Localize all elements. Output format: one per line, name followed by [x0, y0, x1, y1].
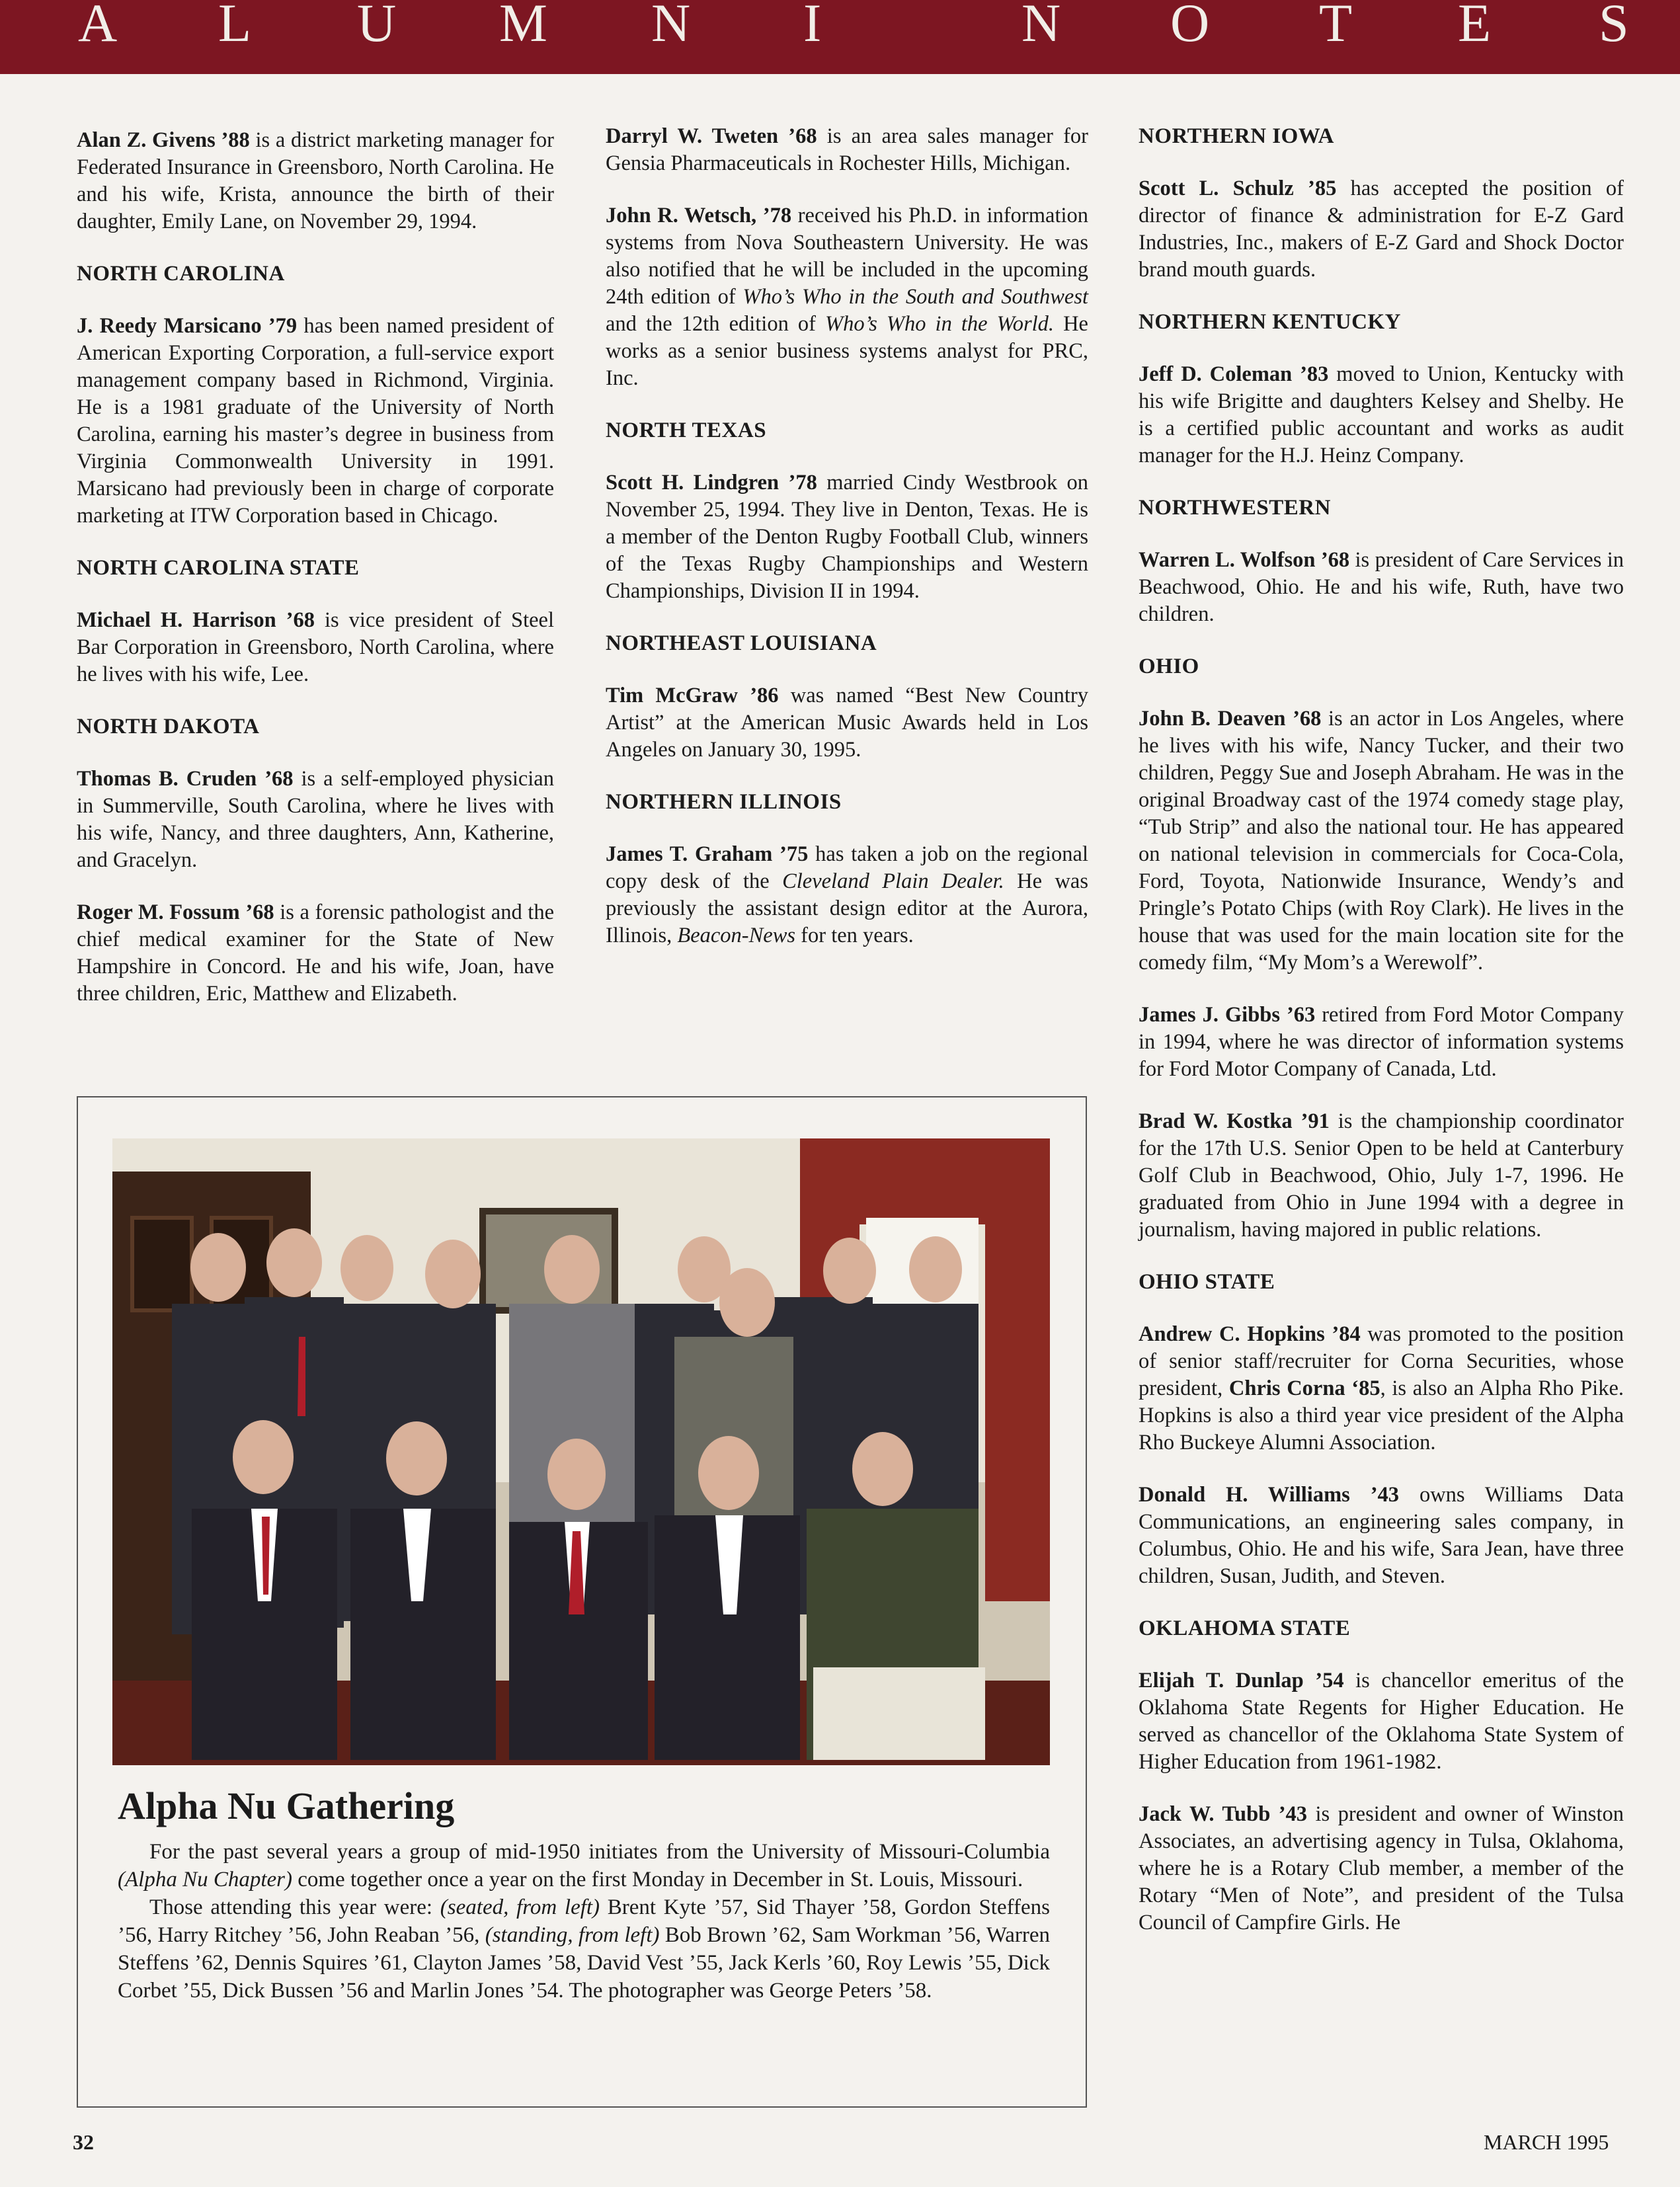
- column-1: [77, 127, 554, 1033]
- column-2: [606, 123, 1088, 974]
- section-heading: NORTHERN KENTUCKY: [1139, 310, 1401, 334]
- banner-letter: L: [218, 0, 252, 53]
- alpha-nu-sidebar: [77, 1096, 1087, 2108]
- note-fossum: Roger M. Fossum ’68 is a forensic pathologist and the chief medical examiner for the State of New Hampshire in Concord. He and his wife, Joan, have three children, Eric, Matthew and Elizabeth.: [77, 900, 554, 1006]
- sidebar-caption: [118, 1838, 1050, 2005]
- note-harrison: Michael H. Harrison ’68 is vice president of Steel Bar Corporation in Greensboro, North Carolina, where he lives with his wife, Lee.: [77, 608, 554, 686]
- banner-letter: E: [1458, 0, 1492, 53]
- section-heading: NORTH CAROLINA: [77, 262, 285, 286]
- section-heading: NORTHWESTERN: [1139, 496, 1331, 520]
- section-heading: OHIO: [1139, 655, 1199, 678]
- note-schulz: Scott L. Schulz ’85 has accepted the position of director of finance & administration for E-Z Gard Industries, Inc., makers of E-Z Gard and Shock Doctor brand mouth guards.: [1139, 177, 1624, 282]
- note-wetsch: John R. Wetsch, ’78 received his Ph.D. in information systems from Nova Southeastern University. He was also notified that he will be included in the upcoming 24th edition of Who’s Who in the South and Southwest and the 12th edition of Who’s Who in the World. He works as a senior business systems analyst for PRC, Inc.: [606, 204, 1089, 390]
- section-heading: NORTH DAKOTA: [77, 715, 260, 738]
- alumni-notes-banner: [0, 0, 1680, 74]
- section-heading: NORTHEAST LOUISIANA: [606, 631, 877, 655]
- caption-paragraph-1: For the past several years a group of mid-1950 initiates from the University of Missouri-Columbia (Alpha Nu Chapter) come together once a year on the first Monday in December in St. Louis, Missouri.: [118, 1840, 1050, 1891]
- banner-letter: T: [1319, 0, 1353, 53]
- note-coleman: Jeff D. Coleman ’83 moved to Union, Kentucky with his wife Brigitte and daughters Kelsey and Shelby. He is a certified public accountant and works as audit manager for the H.J. Heinz Company.: [1139, 362, 1624, 467]
- banner-letter: S: [1599, 0, 1629, 53]
- note-lindgren: Scott H. Lindgren ’78 married Cindy Westbrook on November 25, 1994. They live in Denton, Texas. He is a member of the Denton Rugby Football Club, winners of the Texas Rugby Championships and Western Championships, Division II in 1994.: [606, 471, 1088, 603]
- note-wolfson: Warren L. Wolfson ’68 is president of Care Services in Beachwood, Ohio. He and his wife, Ruth, have two children.: [1139, 548, 1624, 626]
- note-gibbs: James J. Gibbs ’63 retired from Ford Motor Company in 1994, where he was director of information systems for Ford Motor Company of Canada, Ltd.: [1139, 1003, 1624, 1081]
- note-marsicano: J. Reedy Marsicano ’79 has been named president of American Exporting Corporation, a full-service export management company based in Richmond, Virginia. He is a 1981 graduate of the University of North Carolina, earning his master’s degree in business from Virginia Commonwealth University in 1991. Marsicano had previously been in charge of corporate marketing at ITW Corporation based in Chicago.: [77, 314, 554, 528]
- section-heading: NORTH TEXAS: [606, 418, 767, 442]
- note-deaven: John B. Deaven ’68 is an actor in Los Angeles, where he lives with his wife, Nancy Tucker, and their two children, Peggy Sue and Joseph Abraham. He was in the original Broadway cast of the 1974 comedy stage play, “Tub Strip” and also the national tour. He has appeared on national television in commercials for Coca-Cola, Ford, Toyota, Nationwide Insurance, Wendy’s and Pringle’s Potato Chips (with Roy Clark). He lives in the house that was used for the main location site for the comedy film, “My Mom’s a Werewolf”.: [1139, 707, 1624, 974]
- banner-letter: N: [1021, 0, 1061, 53]
- section-heading: NORTHERN ILLINOIS: [606, 790, 842, 814]
- group-photo-illustration: [112, 1138, 1050, 1765]
- column-3: [1139, 123, 1624, 1962]
- note-tweten: Darryl W. Tweten ’68 is an area sales manager for Gensia Pharmaceuticals in Rochester Hills, Michigan.: [606, 124, 1089, 175]
- note-givens: Alan Z. Givens ’88 is a district marketing manager for Federated Insurance in Greensboro, North Carolina. He and his wife, Krista, announce the birth of their daughter, Emily Lane, on November 29, 1994.: [77, 128, 554, 233]
- note-mcgraw: Tim McGraw ’86 was named “Best New Country Artist” at the American Music Awards held in Los Angeles on January 30, 1995.: [606, 684, 1088, 762]
- note-williams: Donald H. Williams ’43 owns Williams Data Communications, an engineering sales company, in Columbus, Ohio. He and his wife, Sara Jean, have three children, Susan, Judith, and Steven.: [1139, 1483, 1624, 1588]
- note-graham: James T. Graham ’75 has taken a job on the regional copy desk of the Cleveland Plain Dealer. He was previously the assistant design editor at the Aurora, Illinois, Beacon-News for ten years.: [606, 842, 1089, 947]
- banner-letter: N: [651, 0, 691, 53]
- section-heading: OHIO STATE: [1139, 1270, 1275, 1294]
- note-hopkins: Andrew C. Hopkins ’84 was promoted to the position of senior staff/recruiter for Corna Securities, whose president, Chris Corna ‘85, is also an Alpha Rho Pike. Hopkins is also a third year vice president of the Alpha Rho Buckeye Alumni Association.: [1139, 1322, 1624, 1454]
- note-dunlap: Elijah T. Dunlap ’54 is chancellor emeritus of the Oklahoma State Regents for Higher Education. He served as chancellor of the Oklahoma State System of Higher Education from 1961-1982.: [1139, 1669, 1624, 1774]
- caption-paragraph-2: Those attending this year were: (seated, from left) Brent Kyte ’57, Sid Thayer ’58, Gordon Steffens ’56, Harry Ritchey ’56, John Reaban ’56, (standing, from left) Bob Brown ’62, Sam Workman ’56, Warren Steffens ’62, Dennis Squires ’61, Clayton James ’58, David Vest ’55, Jack Kerls ’60, Roy Lewis ’55, Dick Corbet ’55, Dick Bussen ’56 and Marlin Jones ’54. The photographer was George Peters ’58.: [118, 1895, 1050, 2003]
- group-photo: [112, 1138, 1050, 1765]
- section-heading: NORTH CAROLINA STATE: [77, 556, 360, 580]
- banner-letter: U: [357, 0, 397, 53]
- note-tubb: Jack W. Tubb ’43 is president and owner of Winston Associates, an advertising agency in Tulsa, Oklahoma, where he is a Rotary Club member, a member of the Rotary “Men of Note”, and president of the Tulsa Council of Campfire Girls. He: [1139, 1802, 1624, 1934]
- section-heading: NORTHERN IOWA: [1139, 124, 1334, 148]
- banner-letter: M: [499, 0, 547, 53]
- note-cruden: Thomas B. Cruden ’68 is a self-employed physician in Summerville, South Carolina, where he lives with his wife, Nancy, and three daughters, Ann, Katherine, and Gracelyn.: [77, 767, 554, 872]
- section-heading: OKLAHOMA STATE: [1139, 1616, 1351, 1640]
- banner-letter: A: [78, 0, 118, 53]
- note-kostka: Brad W. Kostka ’91 is the championship coordinator for the 17th U.S. Senior Open to be held at Canterbury Golf Club in Beachwood, Ohio, July 1-7, 1996. He graduated from Ohio in June 1994 with a degree in journalism, having majored in public relations.: [1139, 1109, 1624, 1242]
- banner-letter: I: [803, 0, 822, 53]
- sidebar-title: Alpha Nu Gathering: [118, 1784, 455, 1827]
- banner-letter: O: [1170, 0, 1210, 53]
- page-number: 32: [73, 2130, 94, 2154]
- issue-date: MARCH 1995: [1484, 2130, 1609, 2154]
